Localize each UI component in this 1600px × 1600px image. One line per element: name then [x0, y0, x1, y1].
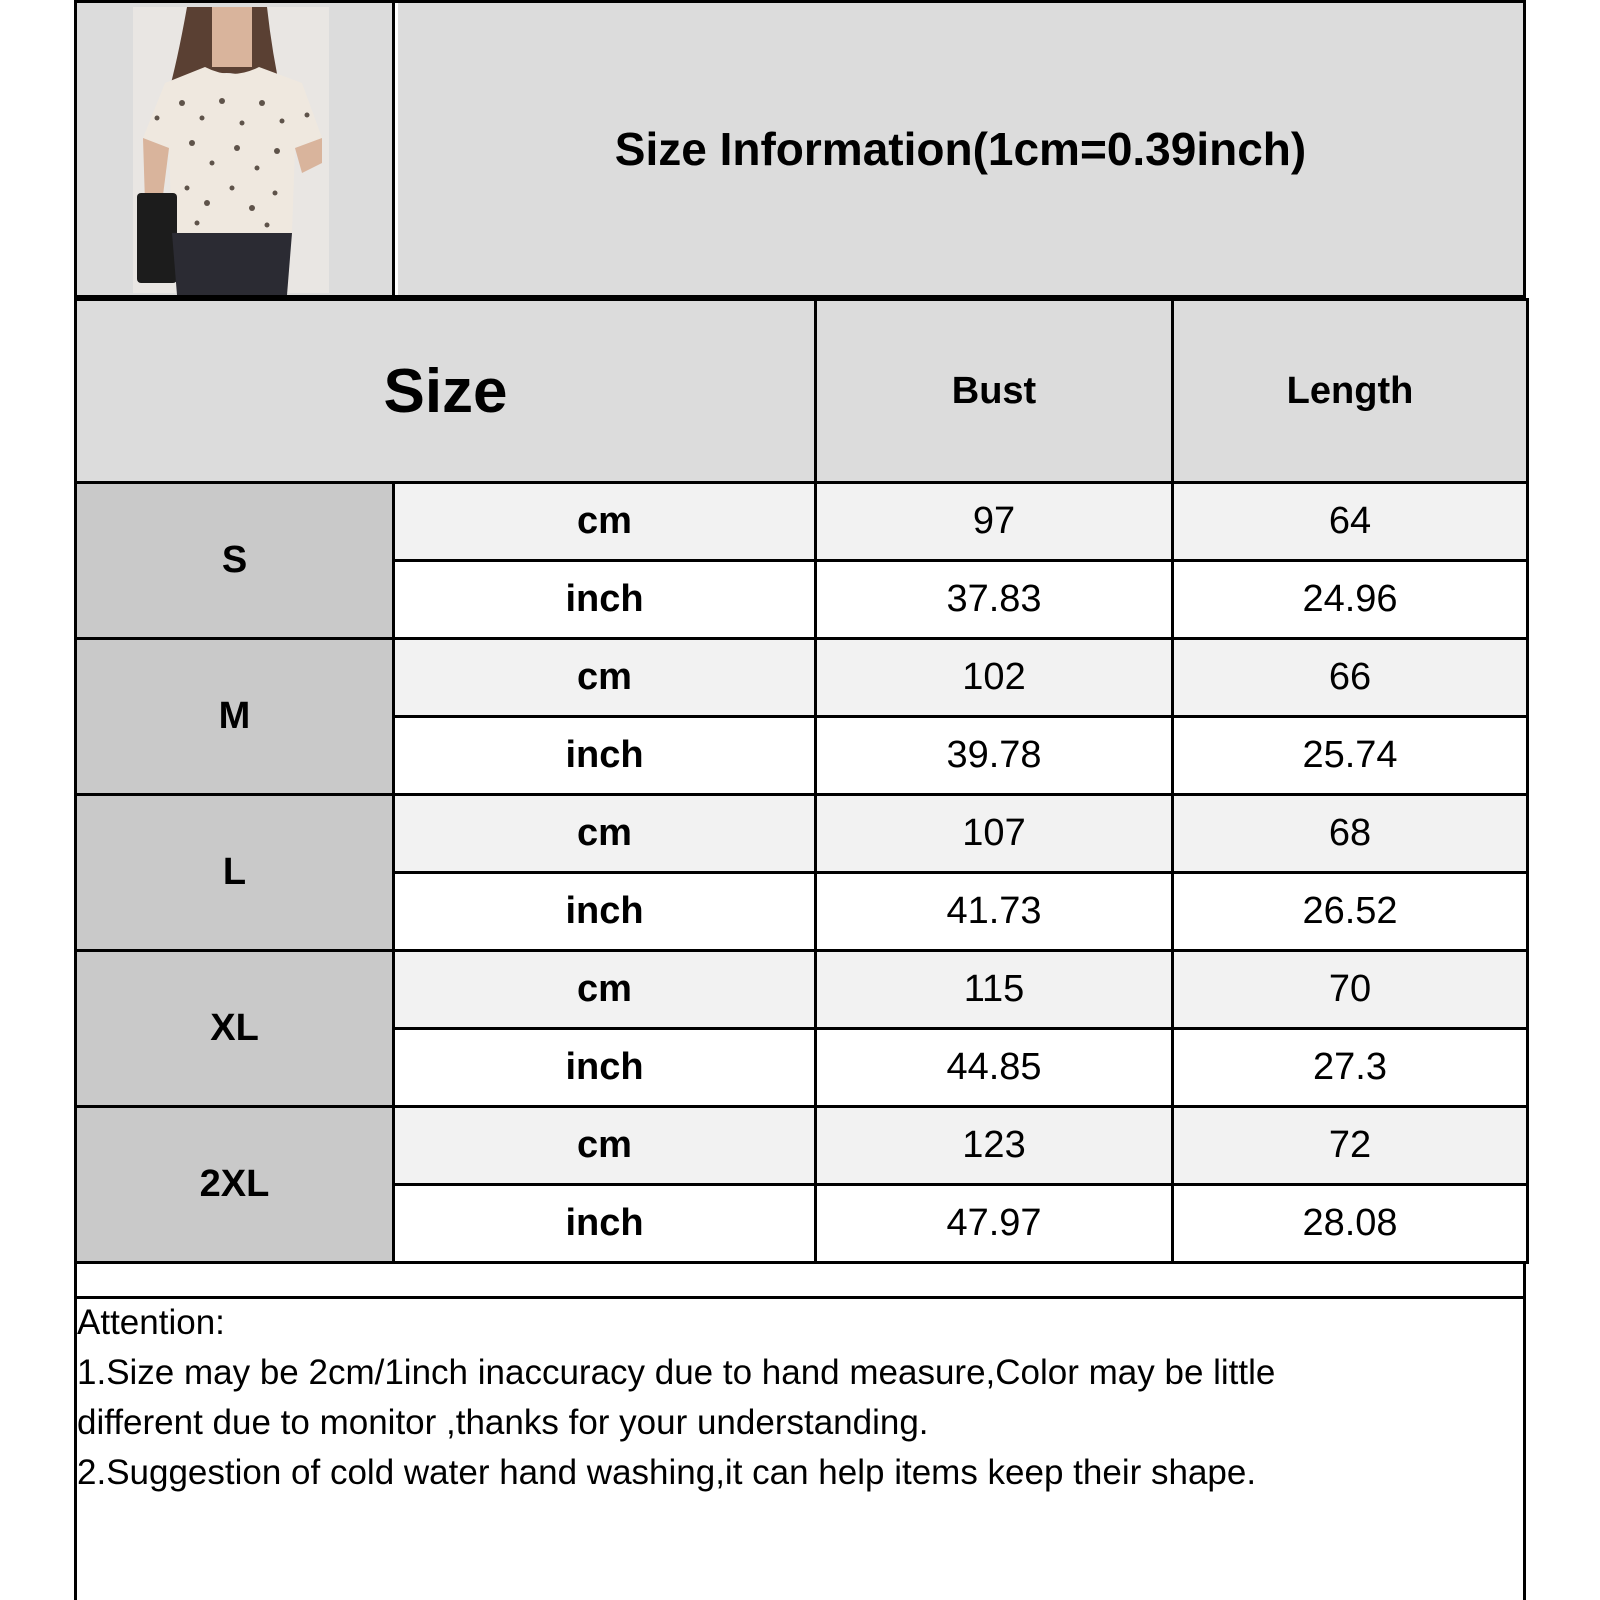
bust-cm-value: 123 [816, 1107, 1173, 1185]
unit-inch: inch [394, 561, 816, 639]
unit-cm: cm [394, 483, 816, 561]
unit-cm: cm [394, 1107, 816, 1185]
attention-notes [77, 1298, 1517, 1498]
notes-line-2: different due to monitor ,thanks for your understanding. [77, 1403, 929, 1442]
length-cm-value: 72 [1173, 1107, 1528, 1185]
size-label-s: S [76, 483, 394, 639]
notes-line-1: 1.Size may be 2cm/1inch inaccuracy due to hand measure,Color may be little [77, 1353, 1276, 1392]
length-column-header: Length [1173, 300, 1528, 483]
bust-inch-value: 37.83 [816, 561, 1173, 639]
unit-cm: cm [394, 951, 816, 1029]
bust-inch-value: 47.97 [816, 1185, 1173, 1263]
bust-cm-value: 97 [816, 483, 1173, 561]
model-wearing-tshirt-image [77, 3, 392, 295]
chart-header-row [74, 0, 1526, 298]
notes-line-3: 2.Suggestion of cold water hand washing,it can help items keep their shape. [77, 1453, 1257, 1492]
bust-cm-value: 102 [816, 639, 1173, 717]
table-row [76, 483, 1528, 561]
length-inch-value: 26.52 [1173, 873, 1528, 951]
length-inch-value: 28.08 [1173, 1185, 1528, 1263]
unit-inch: inch [394, 873, 816, 951]
bust-inch-value: 44.85 [816, 1029, 1173, 1107]
size-label-xl: XL [76, 951, 394, 1107]
unit-inch: inch [394, 1029, 816, 1107]
length-cm-value: 64 [1173, 483, 1528, 561]
bust-column-header: Bust [816, 300, 1173, 483]
table-row [76, 951, 1528, 1029]
size-column-header: Size [76, 300, 816, 483]
size-table [74, 298, 1529, 1264]
length-inch-value: 24.96 [1173, 561, 1528, 639]
size-label-m: M [76, 639, 394, 795]
notes-heading: Attention: [77, 1303, 225, 1342]
unit-cm: cm [394, 639, 816, 717]
size-label-2xl: 2XL [76, 1107, 394, 1263]
length-cm-value: 70 [1173, 951, 1528, 1029]
length-cm-value: 66 [1173, 639, 1528, 717]
length-cm-value: 68 [1173, 795, 1528, 873]
unit-cm: cm [394, 795, 816, 873]
bust-cm-value: 107 [816, 795, 1173, 873]
bust-cm-value: 115 [816, 951, 1173, 1029]
bust-inch-value: 39.78 [816, 717, 1173, 795]
size-label-l: L [76, 795, 394, 951]
chart-title: Size Information(1cm=0.39inch) [614, 123, 1307, 175]
table-row [76, 795, 1528, 873]
product-photo [77, 3, 395, 295]
unit-inch: inch [394, 1185, 816, 1263]
table-row [76, 639, 1528, 717]
table-row [76, 1107, 1528, 1185]
length-inch-value: 27.3 [1173, 1029, 1528, 1107]
table-header-row [76, 300, 1528, 483]
bust-inch-value: 41.73 [816, 873, 1173, 951]
title-cell [398, 3, 1523, 295]
unit-inch: inch [394, 717, 816, 795]
length-inch-value: 25.74 [1173, 717, 1528, 795]
